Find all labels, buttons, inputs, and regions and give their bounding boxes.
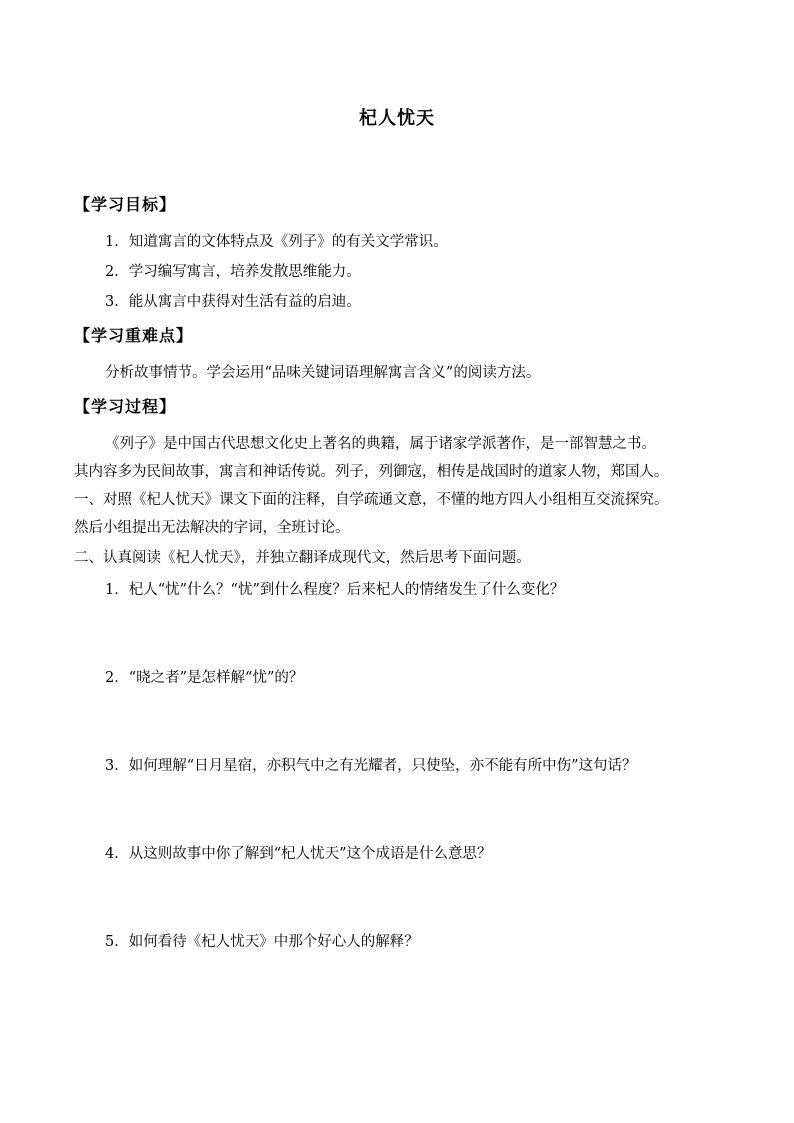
goal-item-3: 3．能从寓言中获得对生活有益的启迪。	[105, 294, 361, 310]
question-2: 2．“晓之者”是怎样解“忧”的？	[105, 670, 304, 686]
process-step-2: 二、认真阅读《杞人忧天》，并独立翻译成现代文，然后思考下面问题。	[74, 550, 531, 566]
section-heading-process: 【学习过程】	[74, 397, 177, 416]
question-4: 4．从这则故事中你了解到“杞人忧天”这个成语是什么意思？	[105, 846, 492, 862]
question-1: 1．杞人“忧”什么？“忧”到什么程度？后来杞人的情绪发生了什么变化？	[105, 582, 565, 598]
process-intro-line-1: 《列子》是中国古代思想文化史上著名的典籍，属于诸家学派著作，是一部智慧之书。	[105, 436, 656, 452]
question-5: 5．如何看待《杞人忧天》中那个好心人的解释？	[105, 934, 419, 950]
key-points-text: 分析故事情节。学会运用“品味关键词语理解寓言含义”的阅读方法。	[105, 365, 541, 381]
section-heading-key-points: 【学习重难点】	[74, 326, 194, 345]
goal-item-1: 1．知道寓言的文体特点及《列子》的有关文学常识。	[105, 234, 448, 250]
goal-item-2: 2．学习编写寓言，培养发散思维能力。	[105, 264, 361, 280]
process-step-1-line-2: 然后小组提出无法解决的字词，全班讨论。	[74, 520, 350, 536]
process-intro-line-2: 其内容多为民间故事，寓言和神话传说。列子，列御寇，相传是战国时的道家人物，郑国人。	[74, 464, 669, 480]
question-3: 3．如何理解“日月星宿，亦积气中之有光耀者，只使坠，亦不能有所中伤”这句话？	[105, 758, 637, 774]
document-title: 杞人忧天	[359, 108, 435, 129]
section-heading-goals: 【学习目标】	[74, 195, 177, 214]
process-step-1-line-1: 一、对照《杞人忧天》课文下面的注释，自学疏通文意，不懂的地方四人小组相互交流探究。	[74, 492, 669, 508]
